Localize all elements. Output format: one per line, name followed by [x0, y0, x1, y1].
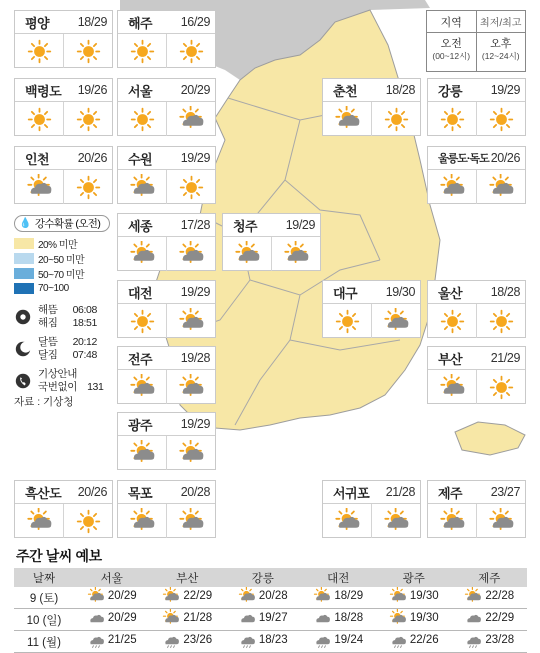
city-card-chuncheon [322, 78, 421, 136]
city-name: 울릉도·독도 [438, 153, 489, 165]
weekly-header-cell: 광주 [376, 568, 452, 587]
city-card-daegu [322, 280, 421, 338]
city-card-mokpo [117, 480, 216, 538]
city-temperature: 20/26 [77, 151, 107, 165]
weekly-temp: 19/30 [409, 612, 439, 624]
weekly-forecast-title: 주간 날씨 예보 [16, 548, 102, 564]
sun-icon [428, 102, 477, 136]
partly-cloudy-icon [87, 587, 105, 605]
partly-cloudy-icon [389, 609, 407, 627]
raindrop-icon: 💧 [19, 218, 31, 229]
cloud-icon [238, 609, 256, 627]
city-name: 대전 [128, 285, 153, 301]
city-temperature: 21/29 [490, 351, 520, 365]
weekly-temp: 18/28 [334, 612, 364, 624]
weekly-cell [225, 609, 301, 631]
weekly-cell [150, 587, 226, 609]
partly-cloudy-icon [167, 304, 215, 338]
partly-cloudy-icon [167, 370, 215, 404]
ref-pm: 오후 [490, 38, 512, 50]
city-name: 인천 [25, 151, 50, 167]
moon-times: 달뜸 20:12 달짐 07:48 [14, 334, 110, 360]
legend-reference-box [426, 10, 526, 72]
weekly-cell [225, 587, 301, 609]
city-temperature: 19/29 [490, 83, 520, 97]
city-card-seoul [117, 78, 216, 136]
city-name: 흑산도 [25, 485, 62, 501]
ref-region: 지역 [440, 16, 462, 29]
partly-cloudy-icon [238, 587, 256, 605]
ref-pm-hours: (12~24시) [481, 51, 520, 61]
city-card-jeju [427, 480, 526, 538]
city-temperature: 20/26 [490, 151, 520, 165]
sun-icon [15, 102, 64, 136]
weekly-date: 10 (일) [14, 609, 74, 631]
weekly-header-cell: 대전 [301, 568, 377, 587]
weekly-cell [150, 609, 226, 631]
city-temperature: 23/27 [490, 485, 520, 499]
legend-item: 20% 미만 [14, 236, 110, 251]
partly-cloudy-icon [167, 504, 215, 538]
partly-cloudy-icon [272, 237, 320, 271]
weekly-cell [225, 631, 301, 653]
weekly-temp: 18/29 [334, 590, 364, 602]
city-card-cheongju [222, 213, 321, 271]
weekly-cell [376, 631, 452, 653]
city-temperature: 18/28 [490, 285, 520, 299]
cloud-icon [464, 609, 482, 627]
legend-swatch [14, 268, 34, 279]
partly-cloudy-icon [118, 436, 167, 470]
city-card-seogwipo [322, 480, 421, 538]
city-temperature: 21/28 [385, 485, 415, 499]
sun-icon [15, 34, 64, 68]
weekly-cell [74, 609, 150, 631]
city-card-baengnyeongdo [14, 78, 113, 136]
city-card-incheon [14, 146, 113, 204]
sunset-time: 18:51 [72, 317, 97, 329]
city-temperature: 18/28 [385, 83, 415, 97]
rain-icon [464, 631, 482, 649]
partly-cloudy-icon [118, 170, 167, 204]
partly-cloudy-icon [15, 170, 64, 204]
city-temperature: 20/28 [180, 485, 210, 499]
city-card-gwangju [117, 412, 216, 470]
city-card-ulsan [427, 280, 526, 338]
weekly-cell [452, 587, 528, 609]
sun-icon [428, 304, 477, 338]
partly-cloudy-icon [477, 170, 525, 204]
city-name: 청주 [233, 218, 258, 234]
partly-cloudy-icon [167, 237, 215, 271]
weekly-temp: 23/26 [183, 634, 213, 646]
weekly-row [14, 587, 527, 609]
partly-cloudy-icon [323, 504, 372, 538]
city-name: 목포 [128, 485, 153, 501]
weekly-temp: 23/28 [485, 634, 515, 646]
city-name: 세종 [128, 218, 153, 234]
weekly-temp: 22/28 [485, 590, 515, 602]
precipitation-legend [14, 215, 110, 409]
city-name: 수원 [128, 151, 153, 167]
sunrise-time: 06:08 [72, 304, 97, 316]
ref-am-hours: (00~12시) [432, 51, 471, 61]
weekly-header-cell: 부산 [150, 568, 226, 587]
moonrise-time: 20:12 [72, 336, 97, 348]
rain-icon [238, 631, 256, 649]
partly-cloudy-icon [428, 370, 477, 404]
jeju-island [455, 422, 525, 455]
rain-icon [162, 631, 180, 649]
city-temperature: 16/29 [180, 15, 210, 29]
legend-swatch [14, 238, 34, 249]
partly-cloudy-icon [372, 304, 420, 338]
partly-cloudy-icon [15, 504, 64, 538]
city-name: 해주 [128, 15, 153, 31]
sun-icon [477, 102, 525, 136]
city-card-jeonju [117, 346, 216, 404]
sun-icon [14, 308, 32, 326]
city-name: 서귀포 [333, 485, 370, 501]
legend-item: 70~100 [14, 281, 110, 296]
weekly-forecast-table [14, 568, 527, 653]
hotline: 기상안내 국번없이 131 [14, 366, 110, 392]
city-temperature: 19/26 [77, 83, 107, 97]
weekly-header-cell: 서울 [74, 568, 150, 587]
partly-cloudy-icon [118, 370, 167, 404]
weekly-header-row [14, 568, 527, 587]
partly-cloudy-icon [477, 504, 525, 538]
weekly-temp: 19/24 [334, 634, 364, 646]
sun-icon [64, 34, 112, 68]
rain-icon [389, 631, 407, 649]
weekly-cell [74, 587, 150, 609]
weekly-cell [452, 609, 528, 631]
weekly-cell [301, 631, 377, 653]
weekly-temp: 20/28 [258, 590, 288, 602]
sun-icon [167, 170, 215, 204]
rain-icon [87, 631, 105, 649]
city-name: 제주 [438, 485, 463, 501]
weekly-temp: 22/29 [485, 612, 515, 624]
city-name: 전주 [128, 351, 153, 367]
weekly-row [14, 609, 527, 631]
sun-icon [118, 34, 167, 68]
sun-icon [372, 102, 420, 136]
weekly-cell [452, 631, 528, 653]
cloud-icon [87, 609, 105, 627]
partly-cloudy-icon [167, 102, 215, 136]
phone-icon [14, 372, 32, 390]
city-name: 광주 [128, 417, 153, 433]
sun-icon [477, 370, 525, 404]
partly-cloudy-icon [323, 102, 372, 136]
city-card-pyongyang [14, 10, 113, 68]
city-card-ulleungdo [427, 146, 526, 204]
rain-icon [313, 631, 331, 649]
partly-cloudy-icon [162, 609, 180, 627]
city-card-gangneung [427, 78, 526, 136]
sun-icon [477, 304, 525, 338]
data-source: 자료 : 기상청 [14, 396, 74, 408]
legend-swatch [14, 253, 34, 264]
city-name: 평양 [25, 15, 50, 31]
weekly-temp: 21/28 [183, 612, 213, 624]
city-card-daejeon [117, 280, 216, 338]
partly-cloudy-icon [167, 436, 215, 470]
weekly-date: 9 (토) [14, 587, 74, 609]
city-temperature: 18/29 [77, 15, 107, 29]
weekly-header-cell: 제주 [452, 568, 528, 587]
partly-cloudy-icon [223, 237, 272, 271]
weekly-date: 11 (월) [14, 631, 74, 653]
city-temperature: 19/29 [285, 218, 315, 232]
city-temperature: 19/29 [180, 285, 210, 299]
legend-swatch [14, 283, 34, 294]
city-card-heuksando [14, 480, 113, 538]
weekly-temp: 18/23 [258, 634, 288, 646]
ref-range: 최저/최고 [476, 11, 526, 32]
partly-cloudy-icon [389, 587, 407, 605]
weekly-temp: 20/29 [107, 590, 137, 602]
city-name: 울산 [438, 285, 463, 301]
partly-cloudy-icon [428, 170, 477, 204]
city-name: 부산 [438, 351, 463, 367]
city-temperature: 17/28 [180, 218, 210, 232]
city-name: 백령도 [25, 83, 62, 99]
city-temperature: 19/29 [180, 151, 210, 165]
sun-icon [118, 102, 167, 136]
weekly-header-cell: 강릉 [225, 568, 301, 587]
partly-cloudy-icon [118, 237, 167, 271]
weekly-temp: 20/29 [107, 612, 137, 624]
weekly-cell [376, 609, 452, 631]
weekly-temp: 21/25 [107, 634, 137, 646]
weekly-row [14, 631, 527, 653]
city-card-haeju [117, 10, 216, 68]
city-card-suwon [117, 146, 216, 204]
sun-icon [64, 170, 112, 204]
weekly-header-cell: 날짜 [14, 568, 74, 587]
sun-icon [64, 504, 112, 538]
weekly-temp: 22/29 [183, 590, 213, 602]
partly-cloudy-icon [162, 587, 180, 605]
weekly-cell [150, 631, 226, 653]
city-name: 대구 [333, 285, 358, 301]
city-card-sejong [117, 213, 216, 271]
city-temperature: 20/26 [77, 485, 107, 499]
partly-cloudy-icon [372, 504, 420, 538]
legend-title: 💧 강수확률 (오전) [14, 215, 110, 232]
city-temperature: 19/28 [180, 351, 210, 365]
legend-item: 50~70 미만 [14, 266, 110, 281]
moonset-time: 07:48 [72, 349, 97, 361]
partly-cloudy-icon [313, 587, 331, 605]
partly-cloudy-icon [464, 587, 482, 605]
sun-times: 해뜸 06:08 해짐 18:51 [14, 302, 110, 328]
sun-icon [64, 102, 112, 136]
city-name: 춘천 [333, 83, 358, 99]
hotline-number: 131 [87, 381, 104, 393]
weekly-temp: 22/26 [409, 634, 439, 646]
sun-icon [118, 304, 167, 338]
weekly-temp: 19/30 [409, 590, 439, 602]
legend-item: 20~50 미만 [14, 251, 110, 266]
weekly-temp: 19/27 [258, 612, 288, 624]
sun-icon [167, 34, 215, 68]
city-temperature: 20/29 [180, 83, 210, 97]
ref-am: 오전 [440, 38, 462, 50]
partly-cloudy-icon [118, 504, 167, 538]
weekly-cell [376, 587, 452, 609]
sun-icon [323, 304, 372, 338]
weekly-cell [301, 609, 377, 631]
moon-icon [14, 340, 32, 358]
city-temperature: 19/29 [180, 417, 210, 431]
weekly-cell [74, 631, 150, 653]
partly-cloudy-icon [428, 504, 477, 538]
city-name: 강릉 [438, 83, 463, 99]
city-name: 서울 [128, 83, 153, 99]
cloud-icon [313, 609, 331, 627]
city-temperature: 19/30 [385, 285, 415, 299]
weekly-cell [301, 587, 377, 609]
city-card-busan [427, 346, 526, 404]
